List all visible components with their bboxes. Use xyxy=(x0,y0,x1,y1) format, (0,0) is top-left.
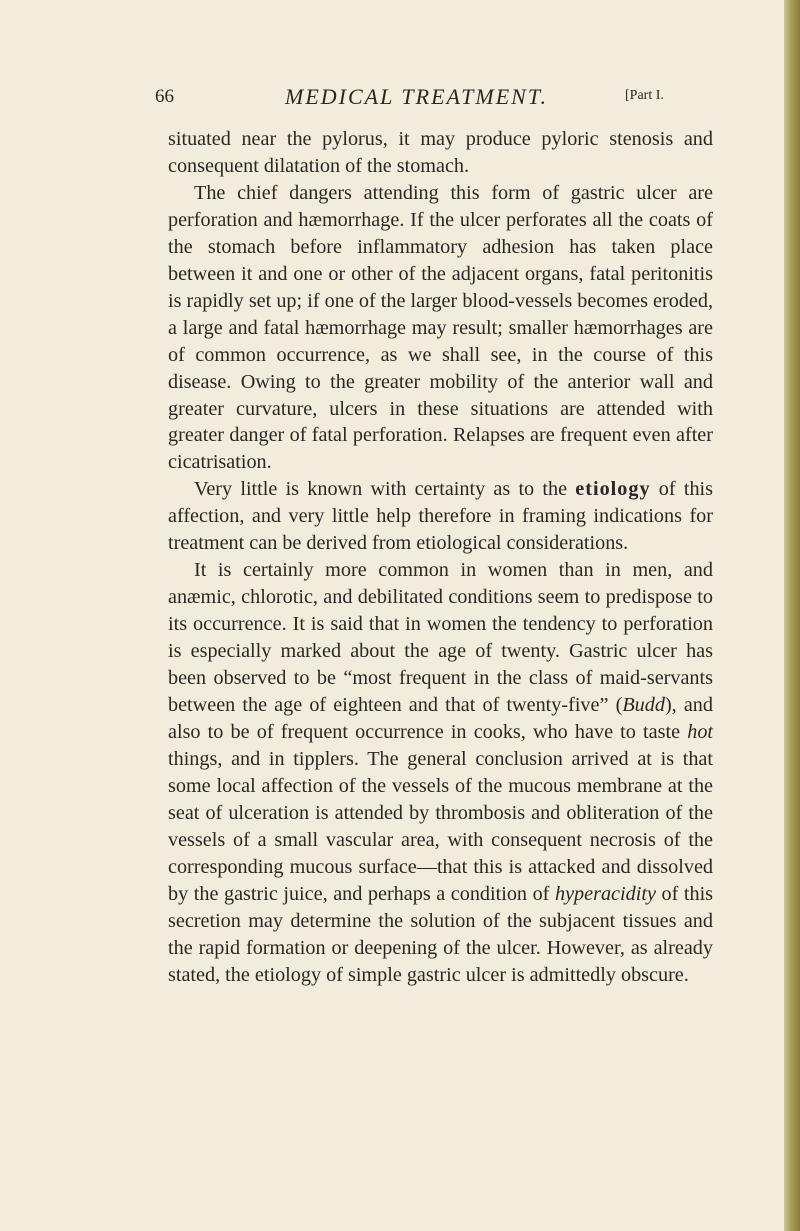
paragraph-text: It is certainly more common in women than in men, and anæmic, chlorotic, and debilitated conditions seem to predispose to its occurrence. It is said that in women the tendency to perforation is especially marked about the age of twenty. Gastric ulcer has been observed to be “most frequent in the class of maid-servants between the age of eighteen and that of twenty-five” ( xyxy=(168,559,713,717)
etiology-term: etiology xyxy=(575,478,651,501)
running-title: MEDICAL TREATMENT. xyxy=(285,84,548,109)
page-number: 66 xyxy=(155,86,174,107)
citation-budd: Budd xyxy=(622,694,665,717)
body-text xyxy=(168,126,713,989)
emphasis-hyperacidity: hyperacidity xyxy=(555,882,656,905)
paragraph: The chief dangers attending this form of gastric ulcer are perforation and hæmorrhage. If the ulcer perforates all the coats of the stomach before inflammatory adhesion has taken place between it and one or other of the adjacent organs, fatal peritonitis is rapidly set up; if one of the larger blood-vessels becomes eroded, a large and fatal hæmorrhage may result; smaller hæmorrhages are of common occurrence, as we shall see, in the course of this disease. Owing to the greater mobility of the anterior wall and greater curvature, ulcers in these situations are attended with greater danger of fatal perforation. Relapses are frequent even after cicatrisation. xyxy=(168,181,713,474)
paragraph-text: of this secretion may determine the solution of the subjacent tissues and the rapid formation or deepening of the ulcer. However, as already stated, the etiology of simple gastric ulcer is admittedly obscure. xyxy=(168,882,714,986)
paragraph xyxy=(168,476,713,557)
paragraph-text: Very little is known with certainty as to the xyxy=(194,478,568,501)
running-header xyxy=(155,86,715,116)
part-label: [Part I. xyxy=(625,88,664,103)
paragraph-text: of this affection, and very little help therefore in framing indications for treatment can be derived from etiological considerations. xyxy=(168,478,714,555)
paragraph xyxy=(168,557,713,988)
paragraph-text: things, and in tipplers. The general conclusion arrived at is that some local affection of the vessels of the mucous membrane at the seat of ulceration is attended by thrombosis and obliteration of the vessels of a small vascular area, with consequent necrosis of the corresponding mucous surface—that this is attacked and dissolved by the gastric juice, and perhaps a condition of xyxy=(168,747,713,905)
page-binding-edge xyxy=(784,0,800,1231)
paragraph: situated near the pylorus, it may produce pyloric stenosis and consequent dilatation of the stomach. xyxy=(168,128,713,177)
emphasis-hot: hot xyxy=(687,720,714,743)
paragraph-text: ), and also to be of frequent occurrence in cooks, who have to taste xyxy=(168,694,713,743)
